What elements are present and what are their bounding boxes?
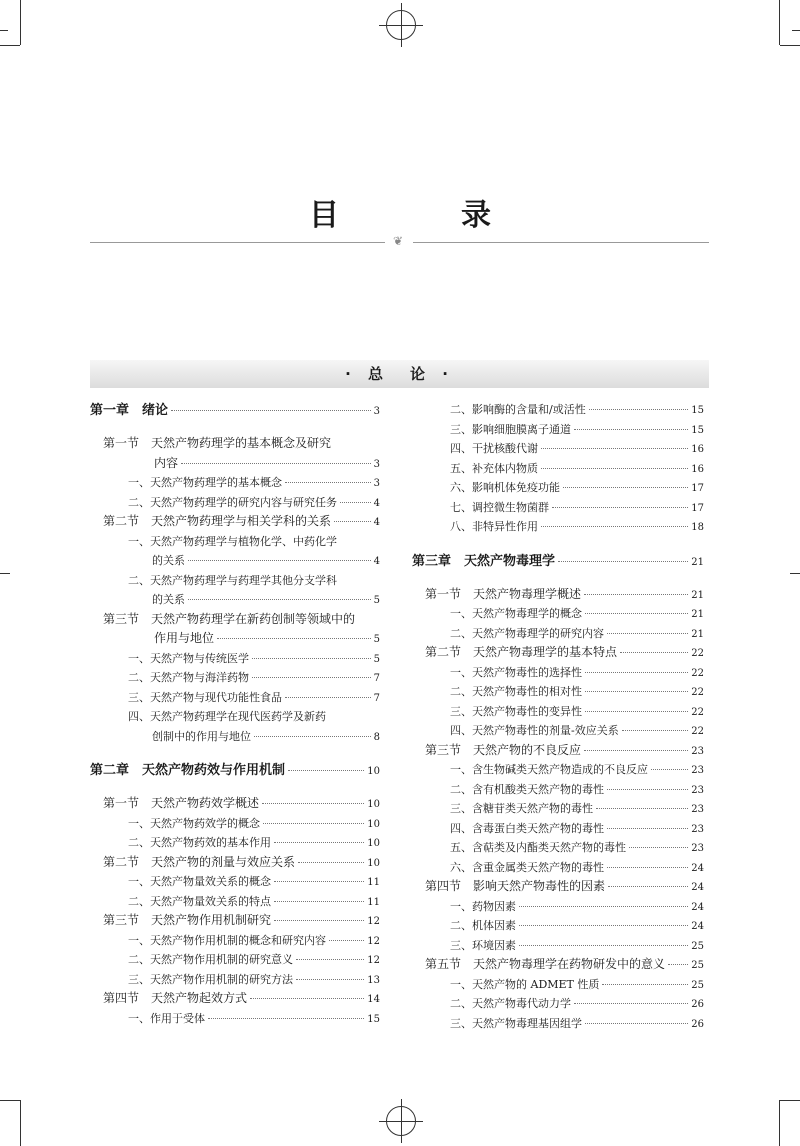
toc-page-number: 13 (367, 974, 380, 986)
toc-page-number: 23 (691, 745, 704, 757)
toc-chapter[interactable] (90, 760, 380, 781)
dot-leader (607, 828, 688, 829)
toc-page-number: 10 (367, 838, 380, 849)
toc-page-number: 22 (691, 667, 704, 679)
dot-leader (519, 945, 688, 946)
toc-item[interactable] (90, 872, 380, 892)
dot-leader (274, 842, 364, 843)
toc-entry-text: 二、机体因素 (450, 919, 516, 932)
toc-page-number: 26 (691, 1018, 704, 1030)
toc-page-number: 5 (373, 595, 380, 606)
dot-leader (296, 979, 364, 980)
dot-leader (589, 409, 689, 410)
dot-leader (574, 1003, 688, 1004)
toc-entry-text: 三、含糖苷类天然产物的毒性 (450, 802, 593, 815)
part-heading: · 总 论 · (90, 360, 709, 388)
toc-section[interactable] (412, 955, 704, 975)
toc-entry-text: 三、天然产物与现代功能性食品 (128, 690, 282, 704)
toc-item[interactable] (412, 994, 704, 1014)
toc-right-column (412, 400, 704, 1033)
toc-entry-text: 作用与地位 (154, 631, 215, 645)
toc-page-number: 7 (373, 692, 380, 704)
toc-page-number: 24 (691, 862, 704, 874)
toc-page-number: 10 (367, 799, 380, 810)
toc-page-number: 8 (373, 731, 380, 743)
toc-item[interactable] (412, 1014, 704, 1034)
toc-page-number: 22 (691, 648, 704, 659)
toc-entry-text: 第五节 天然产物毒理学在药物研发中的意义 (425, 957, 666, 971)
toc-section[interactable] (90, 794, 380, 814)
crop-mark (0, 30, 8, 31)
toc-entry-text: 一、天然产物的 ADMET 性质 (450, 977, 600, 991)
dot-leader (622, 730, 689, 731)
toc-item[interactable] (412, 936, 704, 956)
toc-entry-text: 二、影响酶的含量和/或活性 (450, 403, 586, 416)
toc-item[interactable] (90, 931, 380, 951)
dot-leader (541, 448, 688, 449)
dot-leader (171, 410, 371, 411)
dot-leader (274, 920, 364, 921)
toc-left-column (90, 400, 380, 1028)
toc-section[interactable] (412, 643, 704, 663)
dot-leader (541, 526, 688, 527)
crop-mark (792, 30, 800, 31)
toc-item[interactable] (412, 517, 704, 537)
dot-leader (188, 560, 371, 561)
toc-entry-text: 一、含生物碱类天然产物造成的不良反应 (450, 763, 648, 776)
toc-item[interactable] (90, 551, 380, 571)
toc-item[interactable] (90, 814, 380, 834)
toc-entry-text: 二、含有机酸类天然产物的毒性 (450, 782, 604, 796)
toc-page-number: 21 (691, 609, 704, 620)
dot-leader (334, 521, 371, 522)
toc-entry-text: 第一节 天然产物毒理学概述 (425, 586, 582, 601)
toc-entry-text: 第二节 天然产物毒理学的基本特点 (425, 645, 618, 659)
dot-leader (607, 789, 688, 790)
toc-item[interactable] (412, 760, 704, 780)
toc-entry-text: 一、天然产物药理学的基本概念 (128, 476, 282, 489)
dot-leader (596, 808, 688, 809)
toc-page-number: 25 (691, 940, 704, 952)
toc-section[interactable] (412, 877, 704, 897)
dot-leader (602, 984, 688, 985)
crop-mark (0, 573, 10, 574)
toc-page-number: 10 (367, 818, 380, 830)
dot-leader (651, 769, 688, 770)
dot-leader (585, 691, 688, 692)
toc-page-number: 15 (691, 405, 704, 416)
toc-entry-text: 第四节 天然产物起效方式 (103, 991, 248, 1005)
toc-page-number: 23 (691, 765, 704, 776)
toc-page-number: 12 (367, 935, 380, 947)
registration-mark-icon (386, 10, 416, 40)
toc-entry-text: 一、作用于受体 (128, 1011, 205, 1025)
toc-page-number: 3 (373, 406, 380, 417)
toc-page-number: 22 (691, 726, 704, 737)
crop-mark (790, 573, 800, 574)
dot-leader (563, 487, 688, 488)
dot-leader (262, 803, 364, 804)
toc-entry-text: 一、药物因素 (450, 899, 516, 913)
crop-mark (0, 1100, 20, 1101)
toc-section[interactable] (90, 911, 380, 931)
toc-item[interactable] (90, 727, 380, 747)
toc-entry-text: 一、天然产物毒性的选择性 (450, 665, 582, 679)
toc-page-number: 21 (691, 589, 704, 601)
dot-leader (608, 886, 688, 887)
toc-item[interactable] (412, 478, 704, 498)
toc-page-number: 15 (367, 1013, 380, 1025)
toc-item[interactable] (412, 799, 704, 819)
dot-leader (250, 998, 364, 999)
toc-entry-text: 五、含萜类及内酯类天然产物的毒性 (450, 841, 626, 854)
toc-entry-text: 二、天然产物与海洋药物 (128, 671, 249, 684)
toc-entry-text: 第三章 天然产物毒理学 (412, 553, 556, 569)
toc-section[interactable] (90, 989, 380, 1009)
page-title: 目 录 (309, 198, 537, 233)
crop-mark (780, 45, 800, 46)
toc-section[interactable] (90, 512, 380, 532)
toc-page-number: 11 (367, 877, 380, 888)
toc-entry-text: 一、天然产物作用机制的概念和研究内容 (128, 933, 326, 947)
dot-leader (298, 862, 364, 863)
crop-mark (20, 0, 21, 45)
toc-item[interactable] (90, 1009, 380, 1029)
toc-entry-text: 八、非特异性作用 (450, 520, 538, 533)
toc-entry-text: 一、天然产物药理学与植物化学、中药化学 (128, 534, 337, 548)
toc-item[interactable] (412, 838, 704, 858)
dot-leader (585, 672, 688, 673)
dot-leader (585, 1023, 688, 1024)
toc-entry-text: 三、环境因素 (450, 938, 516, 952)
toc-entry-text: 第四节 影响天然产物毒性的因素 (425, 879, 606, 893)
toc-page-number: 10 (367, 766, 380, 777)
toc-section[interactable] (90, 853, 380, 873)
toc-entry-text: 六、影响机体免疫功能 (450, 481, 560, 494)
toc-page-number: 16 (691, 444, 704, 455)
toc-item[interactable] (412, 400, 704, 420)
toc-entry-text: 一、天然产物毒理学的概念 (450, 607, 582, 620)
toc-section[interactable] (90, 454, 380, 474)
toc-entry-text: 第三节 天然产物作用机制研究 (103, 913, 272, 927)
toc-item[interactable] (412, 604, 704, 624)
toc-entry-text: 内容 (154, 455, 179, 470)
toc-item[interactable] (90, 493, 380, 513)
dot-leader (340, 502, 371, 503)
crop-mark (779, 1100, 780, 1146)
dot-leader (629, 847, 688, 848)
toc-page-number: 4 (373, 556, 380, 567)
toc-item[interactable] (412, 702, 704, 722)
dot-leader (188, 599, 371, 600)
toc-entry-text: 二、天然产物毒代动力学 (450, 997, 571, 1010)
toc-page-number: 5 (373, 653, 380, 665)
dot-leader (519, 925, 688, 926)
crop-mark (780, 1100, 800, 1101)
dot-leader (274, 901, 364, 902)
toc-entry-text: 四、天然产物毒性的剂量-效应关系 (450, 724, 619, 737)
toc-item[interactable] (412, 439, 704, 459)
toc-entry-text: 三、天然产物作用机制的研究方法 (128, 972, 293, 986)
toc-entry-text: 七、调控微生物菌群 (450, 500, 549, 514)
toc-section[interactable] (90, 629, 380, 649)
toc-page-number: 5 (373, 634, 380, 645)
toc-page-number: 15 (691, 424, 704, 436)
dot-leader (274, 881, 364, 882)
dot-leader (254, 736, 371, 737)
dot-leader (296, 959, 364, 960)
toc-item[interactable] (90, 833, 380, 853)
dot-leader (181, 463, 371, 464)
toc-entry-text: 第一节 天然产物药效学概述 (103, 796, 260, 810)
crop-mark (779, 0, 780, 45)
toc-entry-text: 二、天然产物量效关系的特点 (128, 894, 271, 908)
toc-item[interactable] (412, 916, 704, 936)
leaf-ornament-icon: ❦ (393, 234, 404, 248)
toc-entry-text: 一、天然产物量效关系的概念 (128, 875, 271, 888)
toc-page-number: 21 (691, 628, 704, 640)
toc-item[interactable] (412, 721, 704, 741)
toc-page-number: 14 (367, 994, 380, 1005)
title-rule-right (413, 242, 709, 243)
dot-leader (252, 658, 371, 659)
dot-leader (329, 940, 364, 941)
dot-leader (285, 697, 371, 698)
toc-item[interactable] (90, 892, 380, 912)
toc-page-number: 23 (691, 784, 704, 796)
toc-item[interactable] (90, 950, 380, 970)
dot-leader (252, 677, 371, 678)
dot-leader (584, 750, 688, 751)
toc-entry-text: 第二章 天然产物药效与作用机制 (90, 763, 286, 778)
toc-entry-text: 第三节 天然产物药理学在新药创制等领域中的 (103, 611, 356, 626)
toc-page-number: 11 (367, 896, 380, 908)
toc-page-number: 10 (367, 857, 380, 869)
dot-leader (552, 507, 688, 508)
toc-item[interactable] (90, 668, 380, 688)
dot-leader (607, 633, 688, 634)
toc-entry-text: 四、含毒蛋白类天然产物的毒性 (450, 821, 604, 835)
crop-mark (20, 1100, 21, 1146)
crop-mark (0, 45, 20, 46)
registration-mark-icon (386, 1106, 416, 1136)
toc-item[interactable] (412, 975, 704, 995)
toc-entry-text: 五、补充体内物质 (450, 461, 538, 475)
dot-leader (574, 429, 688, 430)
toc-page-number: 12 (367, 955, 380, 966)
toc-entry-text: 四、干扰核酸代谢 (450, 442, 538, 455)
toc-item[interactable] (90, 590, 380, 610)
toc-item[interactable] (412, 663, 704, 683)
toc-entry-text: 第三节 天然产物的不良反应 (425, 742, 582, 757)
toc-page-number: 24 (691, 921, 704, 932)
toc-page-number: 17 (691, 502, 704, 514)
toc-item[interactable] (412, 420, 704, 440)
toc-item[interactable] (412, 498, 704, 518)
dot-leader (288, 770, 364, 771)
toc-entry-text: 三、天然产物毒理基因组学 (450, 1016, 582, 1030)
toc-entry-text: 二、天然产物药效的基本作用 (128, 836, 271, 849)
toc-entry-text: 二、天然产物毒理学的研究内容 (450, 626, 604, 640)
dot-leader (585, 711, 688, 712)
toc-item[interactable] (412, 682, 704, 702)
dot-leader (584, 594, 688, 595)
dot-leader (620, 652, 688, 653)
toc-page-number: 18 (691, 522, 704, 533)
toc-page-number: 12 (367, 916, 380, 927)
dot-leader (541, 468, 688, 469)
toc-chapter[interactable] (90, 400, 380, 421)
toc-item[interactable] (412, 819, 704, 839)
toc-page-number: 3 (373, 478, 380, 489)
toc-entry-text: 第二节 天然产物的剂量与效应关系 (103, 854, 296, 869)
toc-entry-text: 四、天然产物药理学在现代医药学及新药 (128, 710, 326, 723)
toc-item[interactable] (90, 473, 380, 493)
dot-leader (285, 482, 371, 483)
toc-page-number: 3 (373, 458, 380, 470)
toc-entry-text: 一、天然产物与传统医学 (128, 651, 249, 665)
toc-entry-text: 二、天然产物药理学的研究内容与研究任务 (128, 495, 337, 509)
toc-section[interactable] (412, 741, 704, 761)
dot-leader (519, 906, 688, 907)
toc-page-number: 21 (691, 556, 704, 568)
toc-item[interactable] (90, 688, 380, 708)
toc-entry-text: 第二节 天然产物药理学与相关学科的关系 (103, 514, 332, 528)
toc-chapter[interactable] (412, 551, 704, 572)
toc-page-number: 16 (691, 463, 704, 475)
toc-page-number: 23 (691, 843, 704, 854)
toc-page-number: 26 (691, 999, 704, 1010)
toc-item[interactable] (90, 970, 380, 990)
dot-leader (263, 823, 364, 824)
toc-entry-text: 二、天然产物毒性的相对性 (450, 685, 582, 698)
dot-leader (585, 613, 688, 614)
toc-page-number: 23 (691, 804, 704, 815)
toc-item[interactable] (412, 858, 704, 878)
dot-leader (607, 867, 688, 868)
toc-entry-text: 二、天然产物作用机制的研究意义 (128, 953, 293, 966)
toc-page-number: 25 (691, 979, 704, 991)
dot-leader (668, 964, 688, 965)
toc-item[interactable] (412, 624, 704, 644)
toc-entry-text: 创制中的作用与地位 (152, 729, 251, 743)
toc-page-number: 25 (691, 960, 704, 971)
toc-item[interactable] (412, 897, 704, 917)
toc-section[interactable] (412, 585, 704, 605)
toc-entry-text: 的关系 (152, 593, 185, 606)
toc-page-number: 4 (373, 517, 380, 528)
dot-leader (558, 561, 688, 562)
dot-leader (208, 1018, 364, 1019)
toc-page-number: 22 (691, 706, 704, 718)
toc-page-number: 7 (373, 673, 380, 684)
toc-page-number: 24 (691, 882, 704, 893)
toc-page-number: 24 (691, 901, 704, 913)
toc-entry-text: 六、含重金属类天然产物的毒性 (450, 860, 604, 874)
toc-page-number: 4 (373, 497, 380, 509)
toc-entry-text: 二、天然产物药理学与药理学其他分支学科 (128, 573, 337, 587)
toc-entry-text: 三、影响细胞膜离子通道 (450, 422, 571, 436)
toc-entry-text: 一、天然产物药效学的概念 (128, 816, 260, 830)
toc-item[interactable] (412, 459, 704, 479)
toc-entry-text: 第一章 绪论 (90, 403, 169, 418)
title-rule-left (90, 242, 385, 243)
toc-entry-text: 三、天然产物毒性的变异性 (450, 704, 582, 718)
toc-item[interactable] (412, 780, 704, 800)
toc-page-number: 23 (691, 823, 704, 835)
toc-item[interactable] (90, 649, 380, 669)
toc-entry-text: 第一节 天然产物药理学的基本概念及研究 (103, 436, 332, 450)
dot-leader (217, 638, 371, 639)
toc-entry-text: 的关系 (152, 554, 185, 567)
toc-page-number: 17 (691, 483, 704, 494)
toc-page-number: 22 (691, 687, 704, 698)
